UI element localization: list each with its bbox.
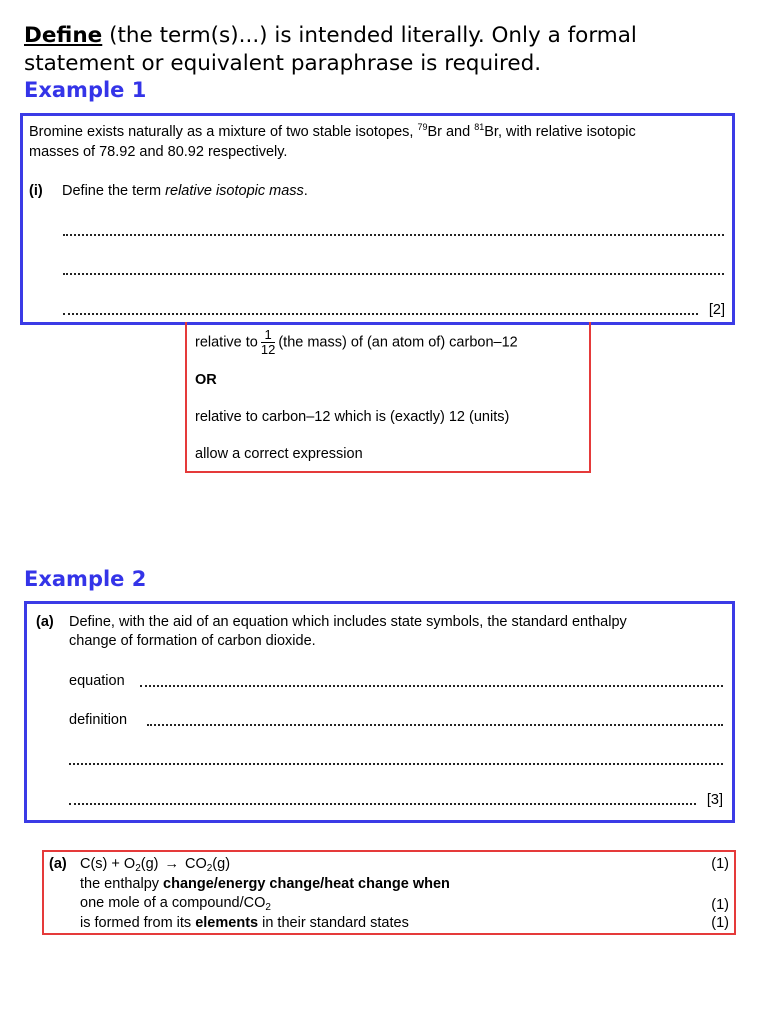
answer-line-carbon-12: relative to carbon–12 which is (exactly) 12 (units) (195, 409, 510, 425)
mark-3: (1) (711, 915, 729, 931)
part-label: (a) (36, 614, 54, 630)
instruction-heading (24, 22, 724, 78)
example-2-title: Example 2 (24, 567, 147, 591)
example-2-question-box (24, 601, 735, 823)
reaction-arrow-icon: → (164, 856, 179, 872)
mark-2: (1) (711, 897, 729, 913)
question-stem-line-2: masses of 78.92 and 80.92 respectively. (29, 144, 288, 160)
part-text: Define the term relative isotopic mass. (62, 183, 308, 199)
answer-line-1[interactable] (63, 234, 724, 236)
equation-label: equation (69, 673, 125, 689)
one-twelfth-fraction: $\frac{1}{12}$ (260, 327, 276, 357)
command-word: Define (24, 23, 103, 48)
question-line-2: change of formation of carbon dioxide. (69, 633, 316, 649)
marks-label: [2] (708, 302, 725, 318)
question-stem-line-1: Bromine exists naturally as a mixture of two stable isotopes, $^{79}$Br and $^{81}$Br, with relative isotopic (29, 122, 636, 140)
answer-line-2[interactable] (63, 273, 724, 275)
answer-line-4[interactable] (69, 803, 696, 805)
example-1-answer-box (185, 322, 591, 473)
equation-answer-line[interactable] (140, 685, 723, 687)
answer-line-3[interactable] (63, 313, 698, 315)
example-1-title: Example 1 (24, 78, 147, 102)
one-mole-line: one mole of a compound/$CO_2$ (80, 895, 271, 913)
equation-line: $C(s) + O_2(g) \to CO_2(g)$ (80, 856, 231, 874)
answer-line-3[interactable] (69, 763, 723, 765)
answer-or: OR (195, 372, 217, 388)
example-2-answer-box (42, 850, 736, 935)
answer-line-relative-to-fraction: relative to $\frac{1}{12}$ (the mass) of (an atom of) carbon–12 (195, 327, 518, 357)
example-1-question-box (20, 113, 735, 325)
definition-label: definition (69, 712, 128, 728)
part-label: (i) (29, 183, 43, 199)
mark-1: (1) (711, 856, 729, 872)
answer-line-allow: allow a correct expression (195, 446, 363, 462)
part-label: (a) (49, 856, 67, 872)
elements-line: is formed from its elements in their standard states (80, 915, 409, 931)
marks-label: [3] (706, 792, 723, 808)
instruction-text: (the term(s)...) is intended literally. Only a formal statement or equivalent paraphrase is required. (24, 23, 637, 76)
definition-answer-line[interactable] (147, 724, 723, 726)
enthalpy-line: the enthalpy change/energy change/heat change when (80, 876, 450, 892)
question-line-1: Define, with the aid of an equation which includes state symbols, the standard enthalpy (69, 614, 627, 630)
